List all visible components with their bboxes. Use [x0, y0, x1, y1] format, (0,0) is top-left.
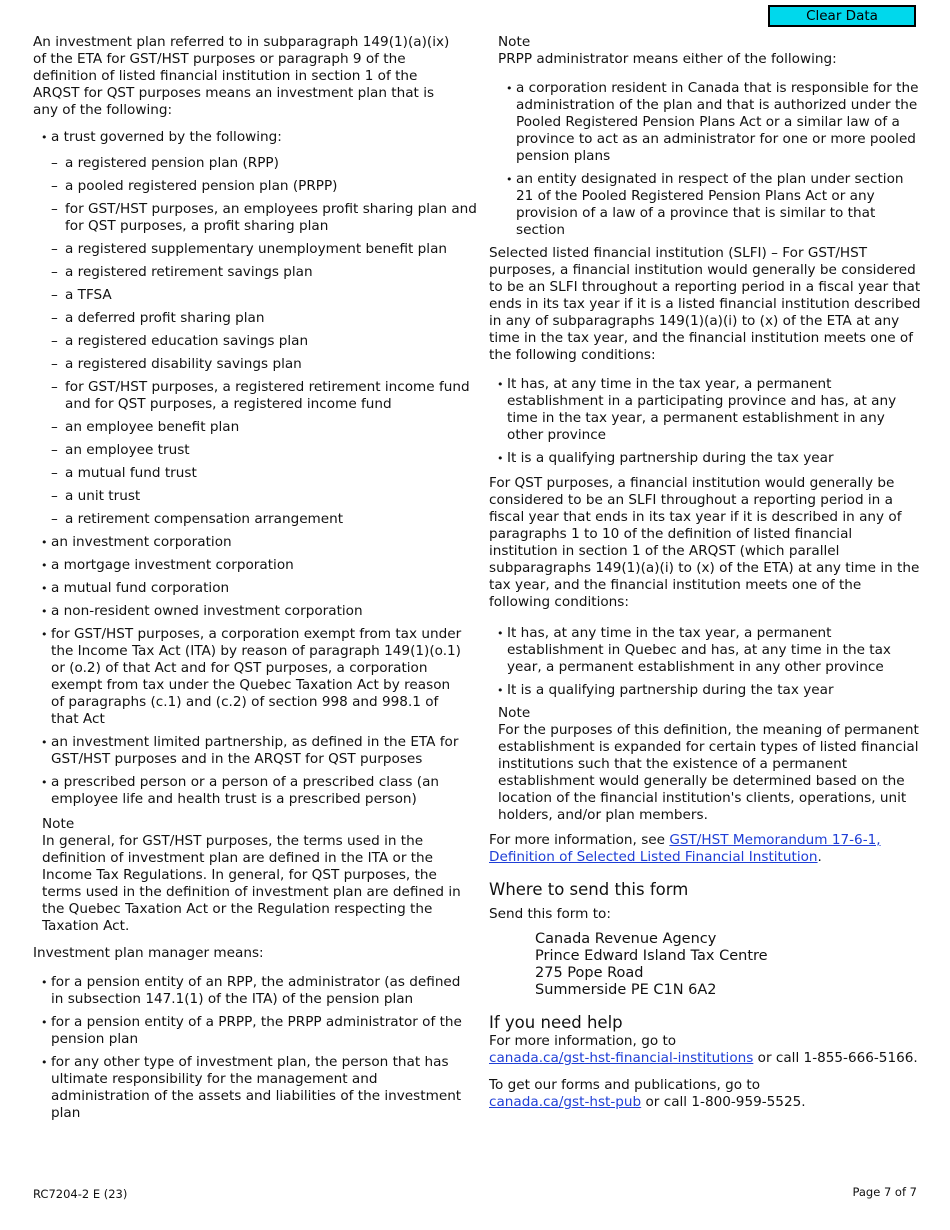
- help-suffix: or call 1-855-666-5166.: [753, 1050, 918, 1066]
- trust-intro: a trust governed by the following:: [51, 129, 282, 145]
- clear-data-button[interactable]: Clear Data: [768, 5, 916, 27]
- gst-hst-pub-link[interactable]: canada.ca/gst-hst-pub: [489, 1094, 642, 1110]
- trust-sublist: [51, 155, 477, 528]
- list-item: • a non-resident owned investment corporation: [33, 603, 463, 620]
- permanent-establishment-note: [498, 705, 921, 824]
- list-item: – a registered education savings plan: [33, 333, 495, 350]
- investment-plan-list: [33, 129, 477, 808]
- slfi-text: For GST/HST purposes, a financial institution would generally be considered to be an SLFI throughout a reporting period in a fiscal year that ends in its tax year if it is a listed financial institution described in any of subparagraphs 149(1)(a)(i) to (x) of the ETA at any time in the tax year, and the financial institution meets one of the following conditions:: [489, 245, 921, 363]
- slfi-conditions: [489, 376, 921, 467]
- qst-conditions: [489, 625, 921, 699]
- list-item: • for a pension entity of an RPP, the administrator (as defined in subsection 147.1(1) of the ITA) of the pension plan: [33, 974, 463, 1008]
- list-item: • a mutual fund corporation: [33, 580, 463, 597]
- address-line: 275 Pope Road: [535, 965, 644, 981]
- address-line: Prince Edward Island Tax Centre: [535, 948, 768, 964]
- ipm-list: [33, 974, 463, 1122]
- ipm-means: means:: [209, 945, 264, 961]
- note-label: Note: [498, 705, 531, 721]
- ipm-term: Investment plan manager: [33, 945, 210, 961]
- page-number: Page 7 of 7: [852, 1185, 917, 1199]
- pub-suffix: or call 1-800-959-5525.: [641, 1094, 806, 1110]
- list-item: • a mortgage investment corporation: [33, 557, 463, 574]
- list-item: – a registered retirement savings plan: [33, 264, 495, 281]
- list-item: – a mutual fund trust: [33, 465, 495, 482]
- investment-plan-note: [42, 816, 463, 935]
- send-heading: Where to send this form: [489, 880, 689, 899]
- list-item: • for any other type of investment plan, the person that has ultimate responsibility for the management and administration of the assets and liabilities of the investment plan: [33, 1054, 463, 1122]
- list-item: [33, 129, 477, 528]
- list-item: – a retirement compensation arrangement: [33, 511, 495, 528]
- slfi-definition: [489, 245, 921, 364]
- list-item: • an investment corporation: [33, 534, 463, 551]
- help-heading: If you need help: [489, 1013, 623, 1032]
- help-paragraph: [489, 1033, 921, 1067]
- more-info-suffix: .: [817, 849, 822, 865]
- memorandum-link[interactable]: GST/HST Memorandum 17-6-1, Definition of Selected Listed Financial Institution: [489, 832, 881, 865]
- qst-definition: For QST purposes, a financial institution would generally be considered to be an SLFI throughout a reporting period in a fiscal year that ends in its tax year if it is described in any of paragraphs 1 to 10 of the definition of listed financial institution in section 1 of the ARQST (which parallel subparagraphs 149(1)(a)(i) to (x) of the ETA) at any time in the tax year, and the financial institution meets one of the following conditions:: [489, 475, 920, 610]
- financial-institutions-link[interactable]: canada.ca/gst-hst-financial-institutions: [489, 1050, 754, 1066]
- list-item: – a TFSA: [33, 287, 495, 304]
- more-info-paragraph: [489, 832, 921, 866]
- address-line: Summerside PE C1N 6A2: [535, 982, 717, 998]
- list-item: • an investment limited partnership, as defined in the ETA for GST/HST purposes and in the ARQST for QST purposes: [33, 734, 463, 768]
- list-item: – an employee trust: [33, 442, 495, 459]
- list-item: • a corporation resident in Canada that is responsible for the administration of the plan and that is authorized under the Pooled Registered Pension Plans Act or a similar law of a province to act as an administrator for one or more pooled pension plans: [498, 80, 921, 165]
- prpp-list: [498, 80, 921, 239]
- note-text: In general, for GST/HST purposes, the terms used in the definition of investment plan are defined in the ITA or the Income Tax Regulations. In general, for QST purposes, the terms used in the definition of investment plan are defined in the Quebec Taxation Act or the Regulation respecting the Taxation Act.: [42, 833, 461, 934]
- list-item: • It is a qualifying partnership during the tax year: [489, 450, 921, 467]
- right-column: [489, 34, 921, 1111]
- list-item: • It has, at any time in the tax year, a permanent establishment in a participating province and has, at any time in the tax year, a permanent establishment in any other province: [489, 376, 921, 444]
- list-item: – a registered supplementary unemployment benefit plan: [33, 241, 495, 258]
- left-column: [33, 34, 477, 1128]
- form-identifier: RC7204-2 E (23): [33, 1187, 128, 1201]
- list-item: • for GST/HST purposes, a corporation exempt from tax under the Income Tax Act (ITA) by reason of paragraph 149(1)(o.1) or (o.2) of that Act and for QST purposes, a corporation exempt from tax under the Quebec Taxation Act by reason of paragraphs (c.1) and (c.2) of section 998 and 998.1 of that Act: [33, 626, 463, 728]
- note-text: For the purposes of this definition, the meaning of permanent establishment is expanded for certain types of listed financial institutions such that the existence of a permanent establishment would generally be determined based on the location of the financial institution's clients, operations, unit holders, and/or plan members.: [498, 722, 919, 823]
- list-item: – for GST/HST purposes, an employees profit sharing plan and for QST purposes, a profit sharing plan: [33, 201, 495, 235]
- list-item: • It has, at any time in the tax year, a permanent establishment in Quebec and has, at any time in the tax year, a permanent establishment in any other province: [489, 625, 921, 676]
- investment-plan-intro: An investment plan referred to in subparagraph 149(1)(a)(ix) of the ETA for GST/HST purposes or paragraph 9 of the definition of listed financial institution in section 1 of the ARQST for QST purposes means an investment plan that is any of the following:: [33, 34, 450, 118]
- slfi-term: Selected listed financial institution (SLFI) –: [489, 245, 783, 261]
- publications-paragraph: [489, 1077, 921, 1111]
- investment-plan-manager-intro: [33, 945, 463, 962]
- list-item: • for a pension entity of a PRPP, the PRPP administrator of the pension plan: [33, 1014, 463, 1048]
- list-item: – for GST/HST purposes, a registered retirement income fund and for QST purposes, a registered income fund: [33, 379, 495, 413]
- mailing-address: [535, 931, 921, 999]
- help-prefix: For more information, go to: [489, 1033, 677, 1049]
- list-item: • a prescribed person or a person of a prescribed class (an employee life and health trust is a prescribed person): [33, 774, 463, 808]
- note-label: Note: [498, 34, 531, 50]
- address-line: Canada Revenue Agency: [535, 931, 717, 947]
- send-intro: Send this form to:: [489, 906, 611, 922]
- prpp-intro: PRPP administrator means either of the following:: [498, 51, 837, 67]
- list-item: • It is a qualifying partnership during the tax year: [489, 682, 921, 699]
- prpp-note: [498, 34, 921, 239]
- list-item: – a registered pension plan (RPP): [33, 155, 495, 172]
- pub-prefix: To get our forms and publications, go to: [489, 1077, 761, 1093]
- list-item: • an entity designated in respect of the plan under section 21 of the Pooled Registered Pension Plans Act or any provision of a law of a province that is similar to that section: [498, 171, 921, 239]
- list-item: – an employee benefit plan: [33, 419, 495, 436]
- more-info-prefix: For more information, see: [489, 832, 670, 848]
- list-item: – a registered disability savings plan: [33, 356, 495, 373]
- list-item: – a unit trust: [33, 488, 495, 505]
- list-item: – a deferred profit sharing plan: [33, 310, 495, 327]
- note-label: Note: [42, 816, 75, 832]
- list-item: – a pooled registered pension plan (PRPP): [33, 178, 495, 195]
